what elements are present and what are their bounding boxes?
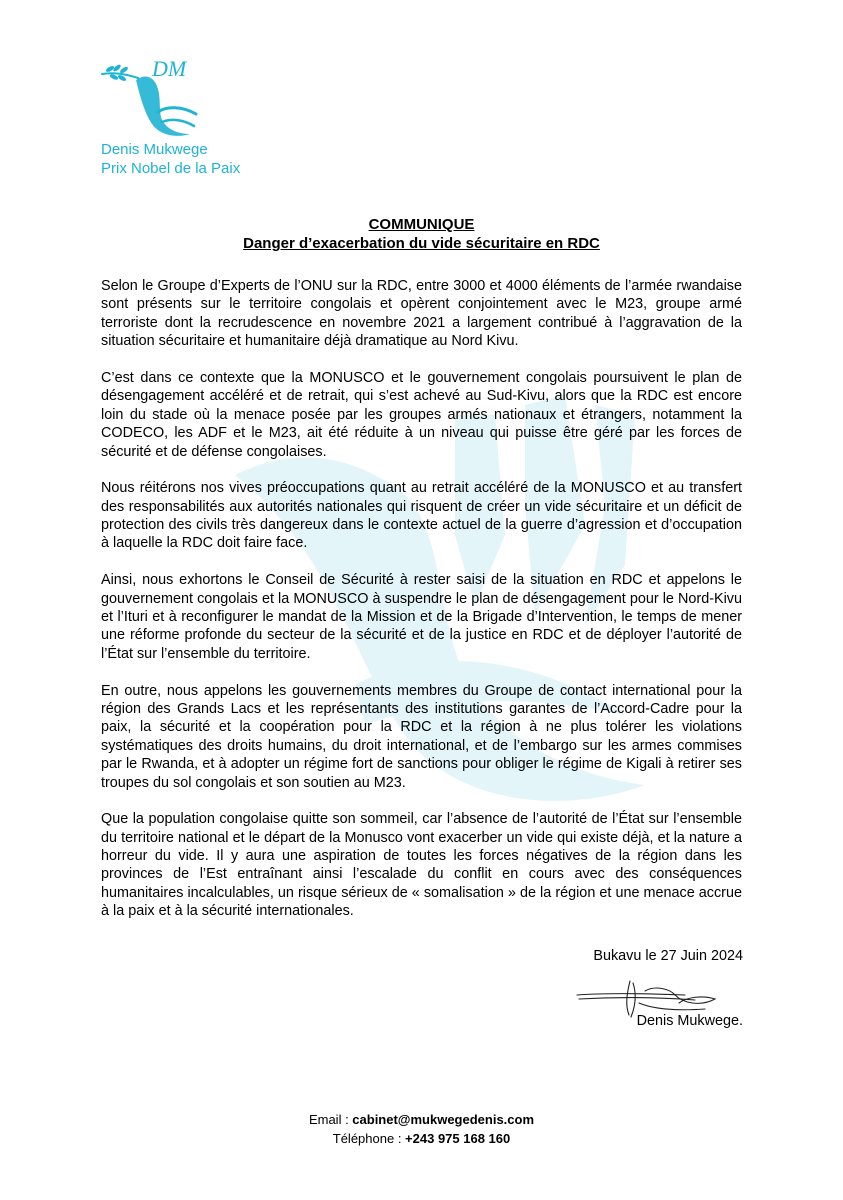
body-paragraph: C’est dans ce contexte que la MONUSCO et le gouvernement congolais poursuivent le plan de désengagement accéléré et de retrait, qui s’est achevé au Sud-Kivu, alors que la RDC est encore loin du stade où la menace posée par les groupes armés nationaux et étrangers, notamment la CODECO, les ADF et le M23, ait été réduite à un niveau qui puisse être géré par les forces de sécurité et de défense congolaises. xyxy=(101,369,742,460)
dove-logo-icon xyxy=(100,52,220,144)
email-label: Email : xyxy=(308,1112,353,1127)
document-title: COMMUNIQUE xyxy=(368,216,475,233)
organization-name: Denis Mukwege xyxy=(101,141,208,158)
body-paragraph: Que la population congolaise quitte son sommeil, car l’absence de l’autorité de l’État sur l’ensemble du territoire national et le départ de la Monusco vont exacerber un vide qui existe déjà, et la nature a horreur du vide. Il y aura une aspiration de toutes les forces négatives de la région dans les provinces de l’Est entraînant ainsi l’escalade du conflit en cours avec des conséquences humanitaires incalculables, un risque sérieux de « somalisation » de la région et une menace accrue à la paix et à la sécurité internationales. xyxy=(101,811,742,920)
signer-name: Denis Mukwege. xyxy=(636,1013,743,1029)
organization-subtitle: Prix Nobel de la Paix xyxy=(101,160,241,177)
svg-text:DM: DM xyxy=(152,56,187,81)
body-paragraph: En outre, nous appelons les gouvernements membres du Groupe de contact international pour la région des Grands Lacs et les représentants des institutions garantes de l’Accord-Cadre pour la paix, la sécurité et la coopération pour la RDC et la région à ne plus tolérer les violations systématiques des droits humains, du droit international, et de l’embargo sur les armes commises par le Rwanda, et à adopter un régime fort de sanctions pour obliger le régime de Kigali à retirer ses troupes du sol congolais et son soutien au M23. xyxy=(101,682,742,791)
body-paragraph: Nous réitérons nos vives préoccupations quant au retrait accéléré de la MONUSCO et au transfert des responsabilités aux autorités nationales qui risquent de créer un vide sécuritaire et un déficit de protection des civils très dangereux dans le contexte actuel de la guerre d’agression et d’occupation à laquelle la RDC doit faire face. xyxy=(101,480,742,552)
document-subject: Danger d’exacerbation du vide sécuritaire en RDC xyxy=(243,235,600,252)
body-paragraph: Ainsi, nous exhortons le Conseil de Sécurité à rester saisi de la situation en RDC et appelons le gouvernement congolais et la MONUSCO à suspendre le plan de désengagement pour le Nord-Kivu et l’Ituri et à reconfigurer le mandat de la Mission et de la Brigade d’Intervention, le temps de mener une réforme profonde du secteur de la sécurité et de la justice en RDC et de déployer l’autorité de l’État sur l’ensemble du territoire. xyxy=(101,572,742,662)
phone-number[interactable]: +243 975 168 160 xyxy=(405,1131,511,1146)
document-body xyxy=(101,277,742,939)
contact-phone xyxy=(0,1131,843,1146)
body-paragraph: Selon le Groupe d’Experts de l’ONU sur la RDC, entre 3000 et 4000 éléments de l’armée rwandaise sont présents sur le territoire congolais et opèrent conjointement avec le M23, groupe armé terroriste dont la recrudescence en novembre 2021 a largement contribué à l’aggravation de la situation sécuritaire et humanitaire déjà dramatique au Nord Kivu. xyxy=(101,278,742,350)
email-address[interactable]: cabinet@mukwegedenis.com xyxy=(352,1112,535,1127)
place-and-date: Bukavu le 27 Juin 2024 xyxy=(593,948,743,964)
phone-label: Téléphone : xyxy=(332,1131,406,1146)
contact-email xyxy=(0,1112,843,1127)
